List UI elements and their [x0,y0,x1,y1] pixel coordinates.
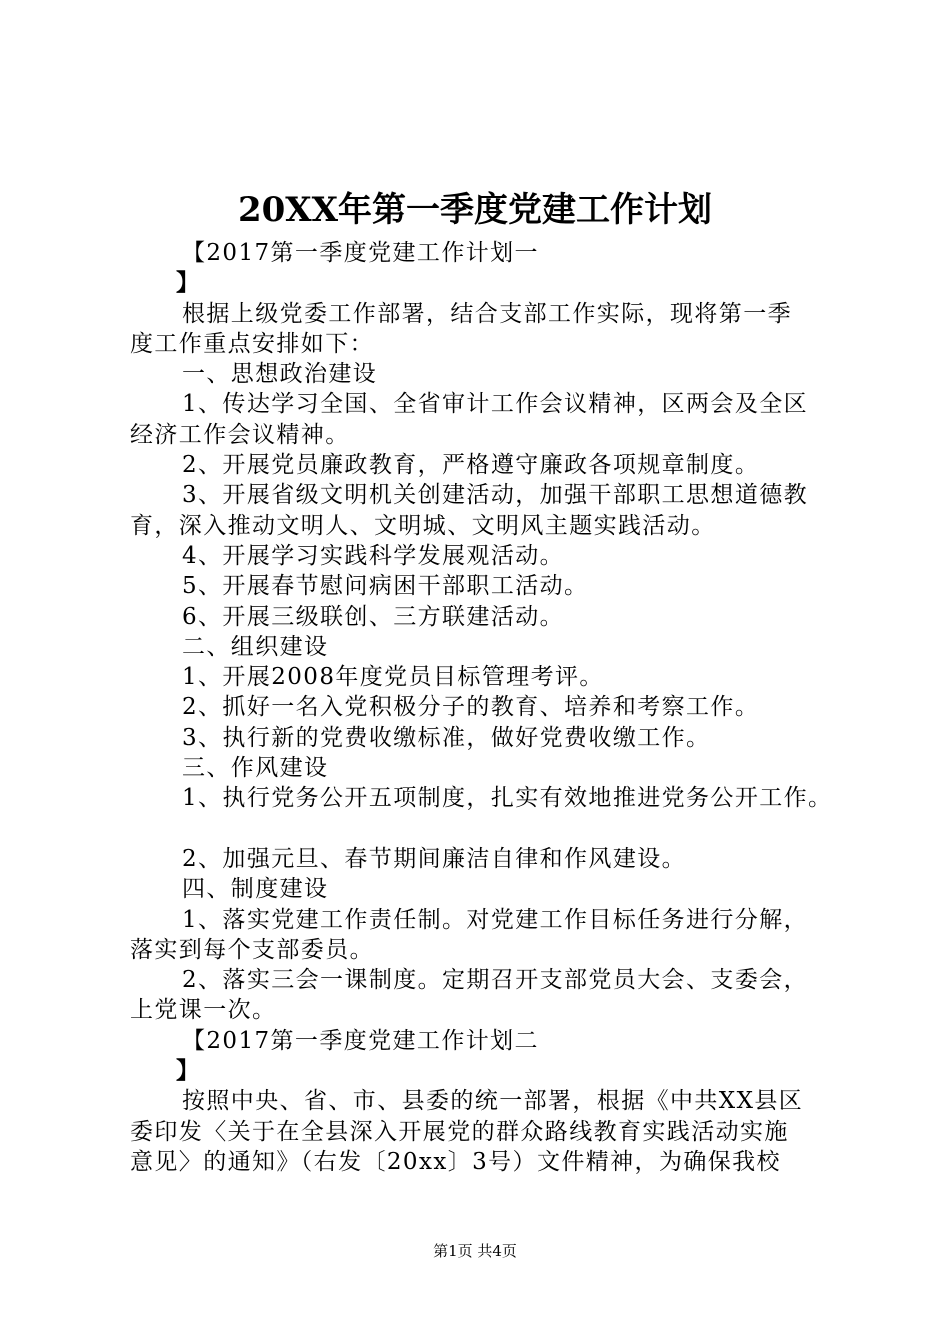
paragraph-line: 4、开展学习实践科学发展观活动。 [182,542,565,569]
heading-line: 三、作风建设 [182,755,329,782]
paragraph-line: 2、落实三会一课制度。定期召开支部党员大会、支委会， [182,967,809,994]
blank-line [130,814,830,844]
paragraph-line: 2、开展党员廉政教育，严格遵守廉政各项规章制度。 [182,452,760,479]
document-body [130,238,833,1177]
paragraph-line: 根据上级党委工作部署，结合支部工作实际，现将第一季 [182,300,792,327]
paragraph-line: 委印发〈关于在全县深入开展党的群众路线教育实践活动实施 [130,1118,789,1145]
paragraph-line: 5、开展春节慰问病困干部职工活动。 [182,573,589,600]
paragraph-line: 育，深入推动文明人、文明城、文明风主题实践活动。 [130,512,716,539]
paragraph-line: 1、传达学习全国、全省审计工作会议精神，区两会及全区 [182,391,809,418]
paragraph-line: 2、加强元旦、春节期间廉洁自律和作风建设。 [182,845,687,872]
bracket-line: 】 [176,1057,201,1085]
paragraph-line: 落实到每个支部委员。 [130,936,374,963]
paragraph-line: 上党课一次。 [130,997,277,1024]
page-number-footer: 第1页 共4页 [433,1242,517,1260]
paragraph-line: 1、开展2008年度党员目标管理考评。 [182,664,604,691]
heading-line: 一、思想政治建设 [182,361,378,388]
bracket-line: 】 [176,269,201,297]
section-header-line: 【2017第一季度党建工作计划二 [182,1027,539,1054]
heading-line: 二、组织建设 [182,633,329,660]
paragraph-line: 3、执行新的党费收缴标准，做好党费收缴工作。 [182,724,711,751]
paragraph-line: 意见〉的通知》（右发〔20xx〕3号）文件精神，为确保我校 [130,1148,781,1175]
paragraph-line: 经济工作会议精神。 [130,421,350,448]
paragraph-line: 3、开展省级文明机关创建活动，加强干部职工思想道德教 [182,482,809,509]
section-header-line: 【2017第一季度党建工作计划一 [182,240,539,266]
paragraph-line: 1、落实党建工作责任制。对党建工作目标任务进行分解， [182,906,809,933]
paragraph-line: 度工作重点安排如下： [130,330,374,357]
heading-line: 四、制度建设 [182,876,329,903]
paragraph-line: 按照中央、省、市、县委的统一部署，根据《中共XX县区 [182,1088,804,1115]
paragraph-line: 1、执行党务公开五项制度，扎实有效地推进党务公开工作。 [182,785,833,812]
document-title: 20XX年第一季度党建工作计划 [237,190,713,230]
paragraph-line: 6、开展三级联创、三方联建活动。 [182,603,565,630]
paragraph-line: 2、抓好一名入党积极分子的教育、培养和考察工作。 [182,694,760,721]
